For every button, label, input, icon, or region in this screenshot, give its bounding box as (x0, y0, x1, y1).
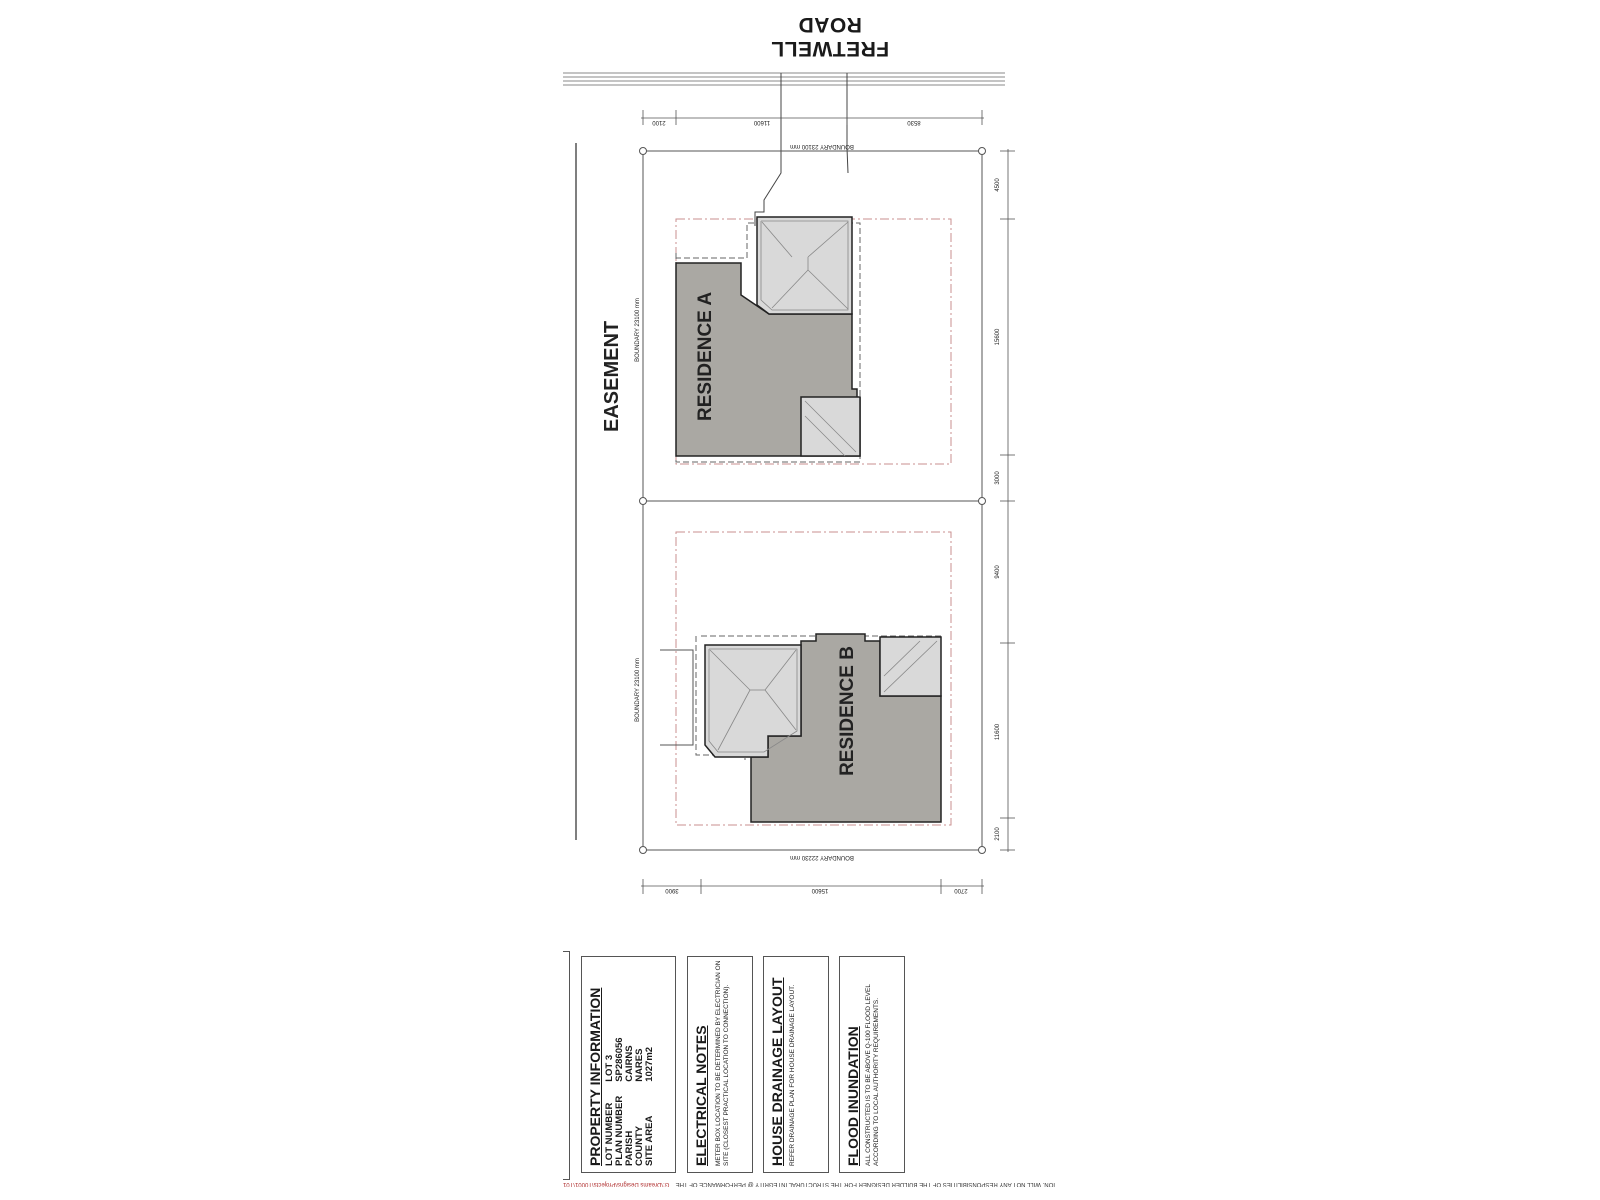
boundary-left-a-label: BOUNDARY 23100 mm (635, 298, 641, 362)
table-row: PARISH CAIRNS (624, 1045, 635, 1166)
boundary-top-label: BOUNDARY 23100 mm (790, 143, 854, 149)
table-row: COUNTY NARES (634, 1048, 645, 1166)
footer-path: G:\Dreams Designs\Projects\T0001\T01 (563, 1181, 670, 1187)
flood-line-2: ACCORDING TO LOCAL AUTHORITY REQUIREMENTS. (873, 997, 880, 1166)
dim-right-3: 3000 (995, 471, 1001, 485)
easement-label: EASEMENT (601, 320, 623, 432)
residence-b (660, 634, 941, 822)
dim-right-6: 2100 (995, 827, 1001, 841)
dim-top-3: 8530 (907, 119, 921, 125)
residence-a-label: RESIDENCE A (695, 291, 716, 421)
dim-bottom-1: 3900 (665, 887, 679, 893)
electrical-line-1: METER BOX LOCATION TO BE DETERMINED BY ELECTRICIAN ON (715, 960, 722, 1166)
boundary-bottom-label: BOUNDARY 22230 mm (790, 854, 854, 860)
dim-right-1: 4500 (995, 178, 1001, 192)
dimension-right (1000, 149, 1015, 852)
property-table (605, 1023, 655, 1166)
table-row: PLAN NUMBER SP286056 (614, 1037, 625, 1166)
boundary-left-b-label: BOUNDARY 23100 mm (635, 658, 641, 722)
table-row: LOT NUMBER LOT 3 (604, 1054, 615, 1166)
dim-right-5: 11600 (995, 723, 1001, 741)
property-title: PROPERTY INFORMATION (587, 987, 603, 1166)
dim-right-2: 15600 (995, 328, 1001, 346)
dim-top-1: 2100 (652, 119, 666, 125)
footer-note: ION. WILL NOT ANY RESPONSIBILITIES OF THE BUILDER DESIGNER FOR THE STRUCTURAL INTEGRITY @ PERFORMANCE OF THE (675, 1181, 1055, 1187)
dim-bottom-2: 15600 (811, 887, 829, 893)
electrical-title: ELECTRICAL NOTES (693, 1025, 709, 1166)
residence-b-label: RESIDENCE B (837, 646, 858, 776)
dimension-top (641, 110, 984, 125)
panel-left-strip (563, 951, 570, 1180)
electrical-line-2: SITE (CLOSEST PRACTICAL LOCATION TO CONNECTION). (723, 984, 730, 1166)
dim-bottom-3: 2700 (954, 887, 968, 893)
dim-right-4: 9400 (995, 565, 1001, 579)
residence-a (676, 217, 860, 462)
dim-top-2: 11600 (753, 119, 771, 125)
drainage-line-1: REFER DRAINAGE PLAN FOR HOUSE DRAINAGE LAYOUT. (789, 984, 796, 1166)
road-name: FRETWELL ROAD (770, 13, 890, 60)
drainage-title: HOUSE DRAINAGE LAYOUT (769, 977, 785, 1166)
table-row: SITE AREA 1027m2 (644, 1046, 655, 1166)
road-edge (563, 73, 1005, 85)
flood-title: FLOOD INUNDATION (845, 1026, 861, 1166)
flood-line-1: ALL CONSTRUCTED IS TO BE ABOVE Q-100 FLOOD LEVEL (865, 984, 872, 1166)
